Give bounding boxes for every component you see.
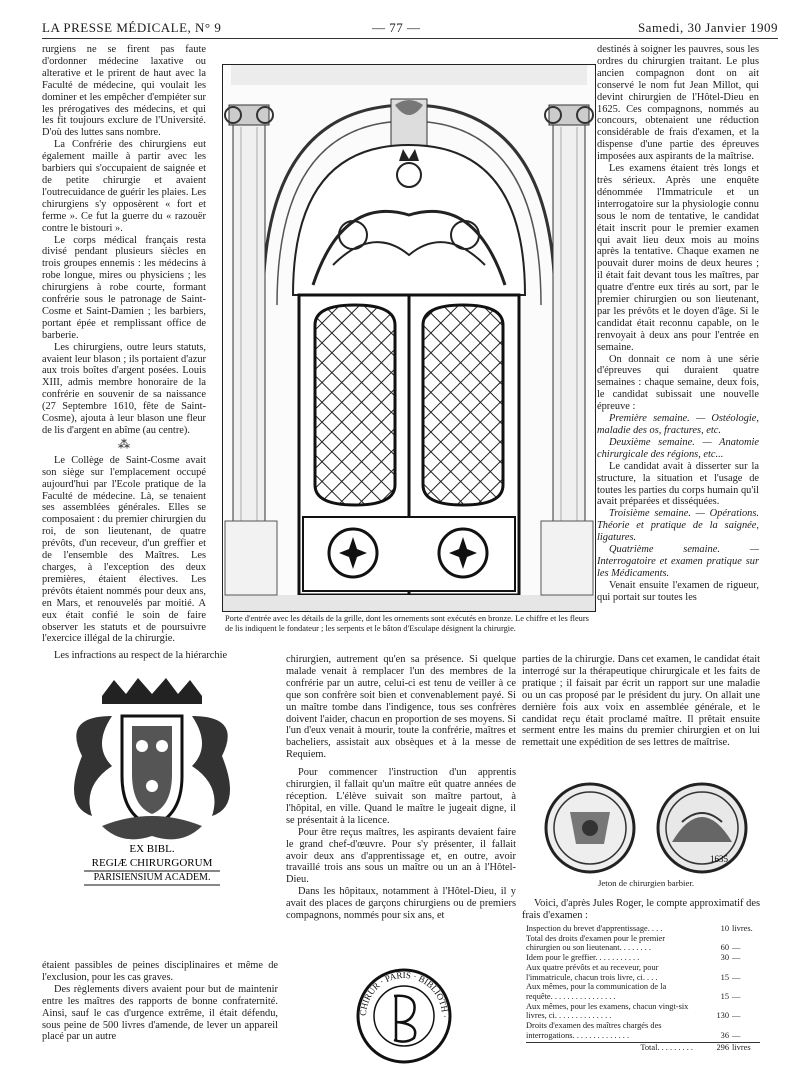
fee-label: Total des droits d'examen pour le premier chirurgien ou son lieutenant. . . . . . . .	[526, 933, 666, 953]
paragraph: étaient passibles de peines disciplinaires et même de l'exclusion, pour les cas graves.	[42, 960, 278, 983]
fees-table	[526, 924, 760, 1053]
fee-label: Aux quatre prévôts et au receveur, pour l'immatricule, chacun trois livre, ci. . . .	[526, 962, 659, 982]
svg-text:CHIRUR · PARIS · BIBLIOTH ·	[358, 970, 450, 1018]
fee-unit: —	[732, 991, 741, 1001]
exam-week-2: Deuxième semaine. — Anatomie chirurgicale des régions, etc...	[597, 436, 759, 460]
fee-row	[526, 924, 760, 934]
fee-amount: 10	[720, 924, 729, 933]
ex-libris-line2: REGIÆ CHIRURGORUM	[91, 857, 213, 869]
paragraph: Les infractions au respect de la hiérarchie	[54, 650, 228, 661]
paragraph: Le corps médical français resta divisé pendant plusieurs siècles en trois groupes ennemis : les médecins à robe longue, mires ou physiciens ; les chirurgiens à robe courte, formant confrérie sous le patronage de Saint-Cosme et Saint-Damien ; les barbiers, portant épée et remplissant office de barberie.	[42, 234, 206, 341]
paragraph: On donnait ce nom à une série d'épreuves qui duraient quatre semaines : chaque semaine, deux fois, le candidat subissait une nouvelle épreuve :	[597, 353, 759, 413]
stamp-ring-text: CHIRUR · PARIS · BIBLIOTH ·	[357, 969, 451, 1018]
ex-libris-coat-of-arms	[62, 676, 242, 890]
fee-unit: —	[732, 972, 741, 982]
paragraph: Des règlements divers avaient pour but de maintenir entre les maîtres des rapports de bonne confraternité. Ainsi, sauf le cas d'urgence extrême, il était défendu, sous peine de 500 livres d'amende, de lever un appareil placé par un autre	[42, 983, 278, 1043]
jeton-coins	[532, 782, 760, 874]
fee-amount: 130	[716, 1011, 729, 1021]
ex-libris-line1: EX BIBL.	[129, 843, 175, 855]
fee-unit: —	[732, 953, 741, 963]
ex-libris-line3: PARISIENSIUM ACADEM.	[93, 872, 211, 883]
jeton-caption: Jeton de chirurgien barbier.	[597, 878, 695, 888]
fees-intro-block	[522, 898, 760, 922]
fee-total-row	[526, 1043, 760, 1053]
fee-unit: livres.	[732, 924, 753, 933]
left-column-continued	[42, 650, 278, 662]
paragraph: Dans les hôpitaux, notamment à l'Hôtel-Dieu, il y avait des places de garçons chirurgiens ou de premiers compagnons, nommés pour six ans, et	[286, 886, 516, 922]
paragraph: destinés à soigner les pauvres, sous les ordres du chirurgien traitant. Le plus ancien compagnon dont on ait conservé le nom fut Jean Millot, qui devint chirurgien de l'Hôtel-Dieu en 1625. Ces compagnons, nommés au concours, obtenaient une réduction considérable de frais d'examen, et la dispense d'une partie des épreuves imposées aux aspirants de la maîtrise.	[597, 44, 759, 163]
journal-title: LA PRESSE MÉDICALE, N° 9	[42, 20, 222, 35]
paragraph: Les chirurgiens, outre leurs statuts, avaient leur blason ; ils portaient d'azur aux trois boîtes d'argent posées. Louis XIII, admis membre honoraire de la confrérie en souvenir de sa naissance (27 Septembre 1610, fête de Saint-Cosme), ajouta à leur blason une fleur de lis d'argent en abîme (au centre).	[42, 341, 206, 436]
fee-label: Aux mêmes, pour la communication de la requête. . . . . . . . . . . . . . . .	[526, 982, 667, 1001]
fee-row	[526, 1021, 760, 1040]
fee-total-amount: 296	[716, 1043, 729, 1053]
jeton-illustration	[532, 782, 760, 874]
paragraph: Les examens étaient très longs et très sérieux. Après une enquête dénommée l'Immatricule et un interrogatoire sur la physiologie connu sous le nom de tentative, le candidat était inscrit pour le premier examen qui avait lieu deux mois au moins après la tentative. Chaque examen ne pouvait durer moins de deux heures ; il était fait devant tous les maîtres, par quatre d'entre eux tirés au sort, par le premier chirurgien ou son lieutenant, par les prévôts et le doyen d'âge. Si le candidat était reconnu capable, on le renvoyait à deux ans pour l'entrée en semaine.	[597, 163, 759, 353]
library-stamp	[354, 966, 454, 1066]
fee-label: Inspection du brevet d'apprentissage. . . .	[526, 924, 663, 933]
fee-label: Idem pour le greffier. . . . . . . . . . .	[526, 953, 640, 963]
paragraph: Pour être reçus maîtres, les aspirants devaient faire le grand chef-d'œuvre. Pour s'y présenter, il fallait avoir deux ans d'apprentissage et, en outre, avoir travaillé trois ans sous un maître ou un an à l'Hôtel-Dieu.	[286, 826, 516, 886]
fee-label: Droits d'examen des maîtres chargés des interrogations. . . . . . . . . . . . . .	[526, 1021, 662, 1040]
fee-total-label: Total. . . . . . . . .	[640, 1043, 693, 1053]
paragraph: chirurgien, autrement qu'en sa présence. Si quelque malade venait à remplacer l'un des membres de la confrérie par un autre, celui-ci est tenu de veiller à ce que son confrère soit bien et convenablement payé. Si un maître tombe dans l'indigence, tous ses confrères doivent l'aider, chacun en proportion de ses moyens. Si l'un d'eux venait à mourir, toute la confrérie, maîtres et bacheliers, assistait aux obsèques et à la messe de Requiem.	[286, 654, 516, 761]
left-column	[42, 44, 206, 645]
paragraph: La Confrérie des chirurgiens eut également maille à partir avec les barbiers qui s'occupaient de saignée et de petite chirurgie et avaient l'outrecuidance de guérir les plaies. Les chirurgiens s'y opposèrent « fort et ferme ». Ce fut la guerre du « razouër contre le bistouri ».	[42, 139, 207, 234]
paragraph: Le Collège de Saint-Cosme avait son siège sur l'emplacement occupé aujourd'hui par l'Ecole pratique de la Faculté de médecine. Là, se tenaient ses assemblées générales. Elles se composaient : du premier chirurgien du roi, de son lieutenant, de quatre prévôts, d'un receveur, d'un greffier et de l'ensemble des Maîtres. Les charges, à l'exception des deux premières, étaient électives. Les prévôts étaient nommés pour deux ans, en Mars, et renouvelés par moitié. A eux était confié le soin de faire observer les statuts et de poursuivre l'exercice illégal de la chirurgie.	[42, 454, 206, 645]
fee-unit: —	[732, 1030, 741, 1040]
stamp-illustration	[354, 966, 454, 1066]
fee-row	[526, 934, 760, 953]
fee-row	[526, 1002, 760, 1021]
fees-intro: Voici, d'après Jules Roger, le compte approximatif des frais d'examen :	[522, 898, 760, 921]
fee-unit: —	[732, 1011, 741, 1021]
paragraph: parties de la chirurgie. Dans cet examen, le candidat était interrogé sur la thérapeutique chirurgicale et les faits de pratique ; il faisait par écrit un rapport sur une maladie ou un cas proposé par le président du jury. On allait une dernière fois aux voix en assemblée générale, et le candidat reçu était proclamé maître. Il prêtait ensuite serment entre les mains du premier chirurgien et on lui remettait une expédition de ses lettres de maîtrise.	[522, 654, 760, 749]
right-wide-paragraph	[522, 654, 760, 749]
jeton-year: 1635	[710, 854, 728, 864]
issue-date: Samedi, 30 Janvier 1909	[637, 20, 778, 35]
fee-amount: 36	[720, 1030, 729, 1040]
right-column	[597, 44, 759, 604]
fee-amount: 60	[720, 943, 729, 953]
fee-row	[526, 953, 760, 963]
middle-column	[286, 654, 516, 922]
left-column-bottom	[42, 960, 278, 1043]
fee-label: Aux mêmes, pour les examens, chacun vingt-six livres, ci. . . . . . . . . . . . . .	[526, 1001, 689, 1021]
fee-amount: 15	[720, 972, 729, 982]
exam-week-3: Troisième semaine. — Opérations. Théorie et pratique de la saignée, ligatures.	[597, 508, 759, 544]
fee-amount: 30	[720, 953, 729, 963]
paragraph: Pour commencer l'instruction d'un apprentis chirurgien, il fallait qu'un maître eût quatre années de réception. L'élève suivait son maître partout, à l'hôpital, en ville. Quand le maître le jugeait digne, il se présentait à la licence.	[286, 767, 516, 826]
ex-libris	[62, 676, 242, 890]
paragraph: rurgiens ne se firent pas faute d'ordonner médecine laxative ou alterative et le prirent de haut avec la Faculté de médecine, qui voulait les dominer et les empêcher d'empiéter sur les prérogatives des médecins, et qui les fit toujours exclure de l'Université. D'où des luttes sans nombre.	[42, 44, 206, 139]
paragraph: Le candidat avait à disserter sur la structure, la situation et l'usage de toutes les parties du corps humain qu'il avait préparées et disséquées.	[597, 460, 759, 508]
section-stars: ⁂	[118, 436, 130, 451]
plate-caption: Porte d'entrée avec les détails de la grille, dont les ornements sont exécutés en bronze. Le chiffre et les fleurs de lis indiquent le fondateur ; les serpents et le bâton d'Esculape désignent la chirurgie.	[225, 614, 589, 633]
door-plate	[222, 64, 596, 612]
header-rule	[42, 38, 778, 39]
fee-row	[526, 963, 760, 982]
paragraph: Venait ensuite l'examen de rigueur, qui portait sur toutes les	[597, 579, 759, 603]
exam-week-1: Première semaine. — Ostéologie, maladie des os, fractures, etc.	[597, 413, 759, 436]
page-number: — 77 —	[372, 20, 421, 35]
exam-week-4: Quatrième semaine. — Interrogatoire et examen pratique sur les Médicaments.	[597, 544, 759, 579]
fee-total-unit: livres	[732, 1043, 751, 1053]
fee-amount: 15	[720, 991, 729, 1001]
fee-row	[526, 982, 760, 1001]
fee-unit: —	[732, 943, 741, 953]
door-gate-illustration	[223, 65, 595, 611]
